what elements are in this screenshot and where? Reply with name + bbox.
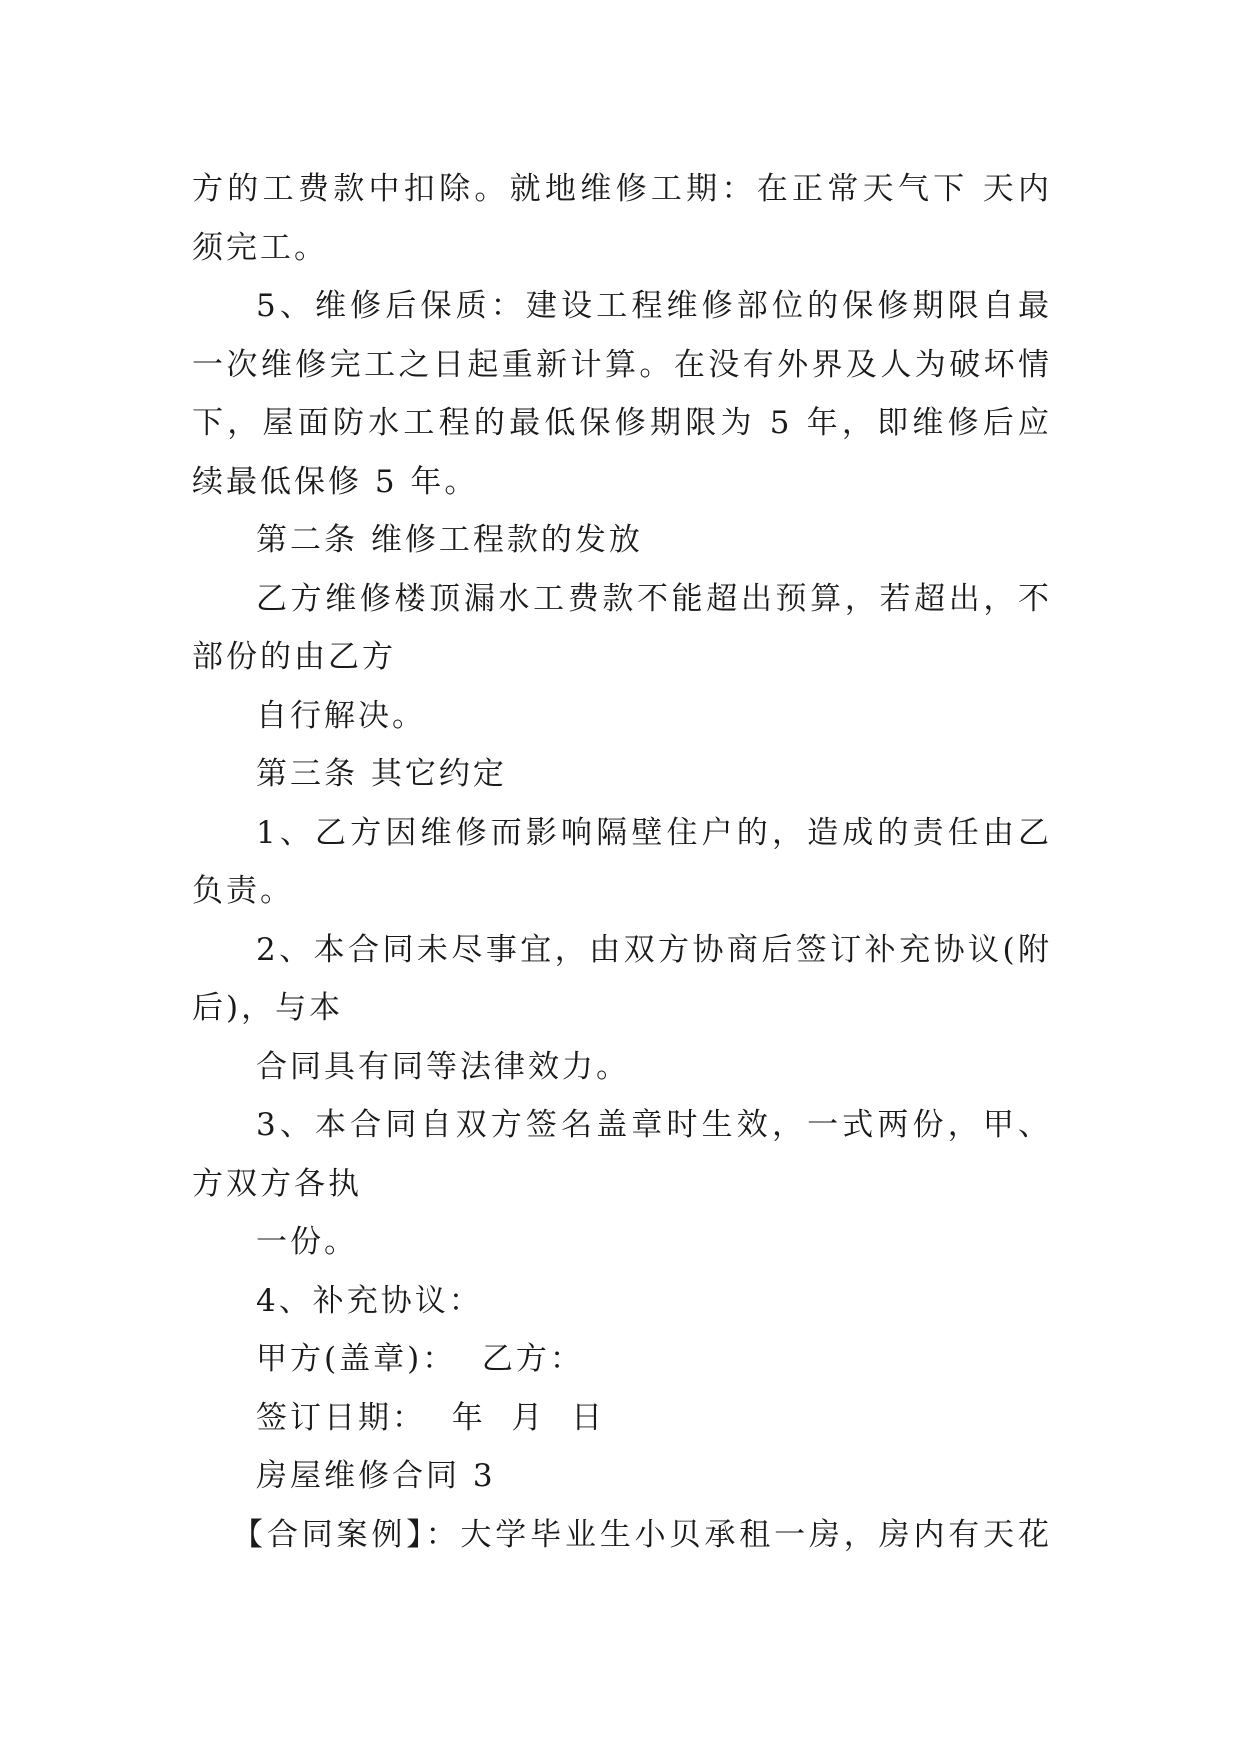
text-line: 负责。 bbox=[192, 873, 294, 909]
text-line: 3、本合同自双方签名盖章时生效，一式两份，甲、 bbox=[256, 1107, 1052, 1143]
text-line: 【合同案例】：大学毕业生小贝承租一房，房内有天花 bbox=[232, 1516, 1052, 1553]
document-body bbox=[192, 160, 1052, 1564]
text-line: 自行解决。 bbox=[256, 697, 426, 734]
section-heading: 第二条 维修工程款的发放 bbox=[256, 522, 643, 558]
text-line: 5、维修后保质：建设工程维修部位的保修期限自最 bbox=[256, 288, 1052, 324]
text-line: 方的工费款中扣除。就地维修工期：在正常天气下 天内 bbox=[192, 171, 1052, 207]
text-line: 须完工。 bbox=[192, 229, 328, 266]
text-line: 下，屋面防水工程的最低保修期限为 5 年，即维修后应 bbox=[192, 405, 1052, 441]
date-line: 签订日期： 年 月 日 bbox=[256, 1399, 606, 1436]
text-line: 方双方各执 bbox=[192, 1165, 362, 1202]
section-heading: 第三条 其它约定 bbox=[256, 756, 507, 792]
text-line: 乙方维修楼顶漏水工费款不能超出预算，若超出，不 bbox=[256, 580, 1052, 617]
text-line: 2、本合同未尽事宜，由双方协商后签订补充协议(附 bbox=[256, 931, 1052, 968]
text-line: 4、补充协议： bbox=[256, 1282, 483, 1319]
text-line: 续最低保修 5 年。 bbox=[192, 463, 479, 500]
text-line: 后)，与本 bbox=[192, 990, 344, 1026]
text-line: 一次维修完工之日起重新计算。在没有外界及人为破坏情 bbox=[192, 346, 1052, 383]
document-title: 房屋维修合同 3 bbox=[256, 1458, 496, 1494]
text-line: 合同具有同等法律效力。 bbox=[256, 1048, 630, 1085]
text-line: 一份。 bbox=[256, 1224, 358, 1260]
text-line: 部份的由乙方 bbox=[192, 639, 396, 675]
signature-line: 甲方(盖章)： 乙方： bbox=[256, 1341, 584, 1377]
text-line: 1、乙方因维修而影响隔壁住户的，造成的责任由乙 bbox=[256, 814, 1052, 851]
